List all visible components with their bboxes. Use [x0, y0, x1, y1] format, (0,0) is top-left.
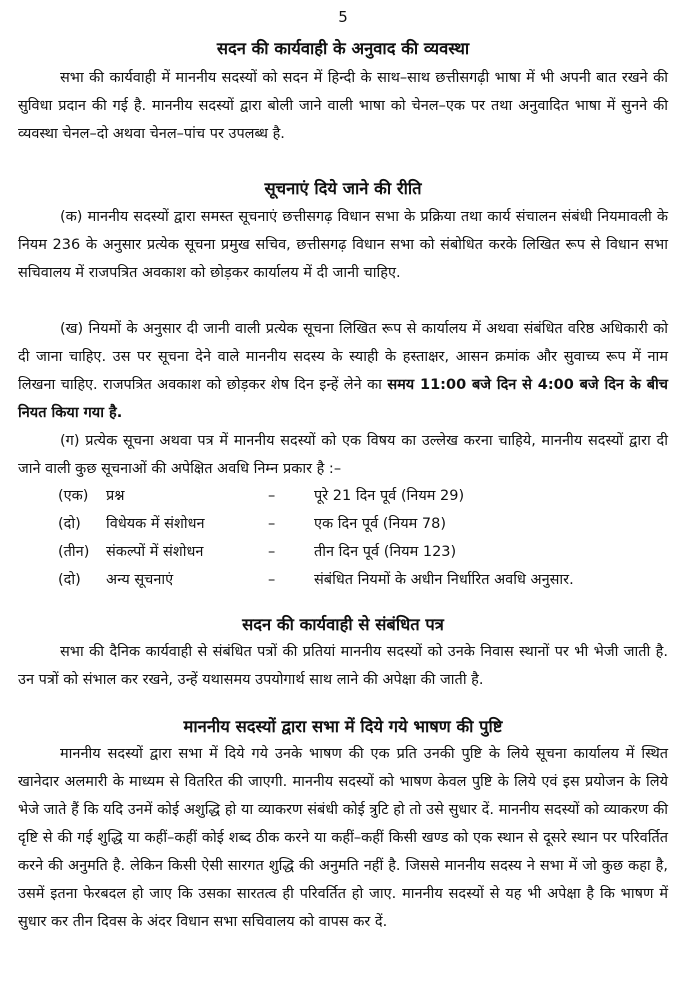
list-item-number: (तीन): [58, 544, 90, 560]
section-body-notices-kha: [18, 315, 668, 427]
list-item-period: एक दिन पूर्व (नियम 78): [314, 516, 447, 532]
section-heading-translation: सदन की कार्यवाही के अनुवाद की व्यवस्था: [216, 39, 470, 58]
list-item-dash: –: [268, 544, 276, 560]
page-number: 5: [338, 8, 348, 26]
list-item-number: (दो): [58, 572, 81, 588]
list-item-number: (एक): [58, 488, 89, 504]
list-item-period: पूरे 21 दिन पूर्व (नियम 29): [314, 488, 465, 504]
paragraph: सभा की दैनिक कार्यवाही से संबंधित पत्रों की प्रतियां माननीय सदस्यों को उनके निवास स्थानों पर भी भेजी जाती है. उन पत्रों को संभाल कर रखने, उन्हें यथासमय उपयोगार्थ साथ लाने की अपेक्षा की जाती है.: [18, 644, 668, 688]
section-body-notices-ga: [18, 427, 668, 483]
paragraph-kha: [18, 315, 668, 427]
list-item-dash: –: [268, 516, 276, 532]
section-body-translation: [18, 64, 668, 148]
paragraph-kha-bold: समय 11:00 बजे दिन से 4:00 बजे दिन के बीच नियत किया गया है.: [18, 377, 668, 421]
paragraph-kha-text: (ख) नियमों के अनुसार दी जानी वाली प्रत्येक सूचना लिखित रूप से कार्यालय में अथवा संबंधित वरिष्ठ अधिकारी को दी जाना चाहिए. उस पर सूचना देने वाले माननीय सदस्य के स्याही के हस्ताक्षर, आसन क्रमांक और सुवाच्य रूप में नाम लिखना चाहिए. राजपत्रित अवकाश को छोड़कर शेष दिन इन्हें लेने का: [18, 321, 668, 393]
list-item-label: प्रश्न: [106, 488, 125, 504]
list-item-label: विधेयक में संशोधन: [106, 516, 205, 532]
list-item: [58, 566, 668, 594]
list-item-number: (दो): [58, 516, 81, 532]
list-item-label: अन्य सूचनाएं: [106, 572, 174, 588]
section-body-papers: [18, 638, 668, 694]
section-body-speech-confirmation: [18, 740, 668, 936]
paragraph: माननीय सदस्यों द्वारा सभा में दिये गये उनके भाषण की एक प्रति उनकी पुष्टि के लिये सूचना कार्यालय में स्थित खानेदार अलमारी के माध्यम से वितरित की जाएगी. माननीय सदस्यों को भाषण केवल पुष्टि के लिये एवं इस प्रयोजन के लिये भेजे जाते हैं कि यदि उनमें कोई अशुद्धि हो या व्याकरण संबंधी कोई त्रुटि हो तो उसे सुधार दें. माननीय सदस्यों को व्याकरण की दृष्टि से की गई शुद्धि या कहीं–कहीं कोई शब्द ठीक करने या कहीं–कहीं किसी खण्ड को एक स्थान से दूसरे स्थान पर परिवर्तित करने की अनुमति है. लेकिन किसी ऐसी सारगत शुद्धि की अनुमति नहीं है. जिससे माननीय सदस्य ने सभा में जो कुछ कहा है, उसमें इतना फेरबदल हो जाए कि उसका सारतत्व ही परिवर्तित हो जाए. माननीय सदस्यों से यह भी अपेक्षा है कि भाषण में सुधार कर तीन दिवस के अंदर विधान सभा सचिवालय को वापस कर दें.: [18, 746, 668, 930]
list-item-dash: –: [268, 572, 276, 588]
list-item: [58, 510, 668, 538]
paragraph: सभा की कार्यवाही में माननीय सदस्यों को सदन में हिन्दी के साथ–साथ छत्तीसगढ़ी भाषा में भी अपनी बात रखने की सुविधा प्रदान की गई है. माननीय सदस्यों द्वारा बोली जाने वाली भाषा को चेनल–एक पर तथा अनुवादित भाषा में सुनने की व्यवस्था चेनल–दो अथवा चेनल–पांच पर उपलब्ध है.: [18, 70, 668, 142]
section-body-notices-ka: [18, 203, 668, 287]
paragraph-ka: (क) माननीय सदस्यों द्वारा समस्त सूचनाएं छत्तीसगढ़ विधान सभा के प्रक्रिया तथा कार्य संचालन संबंधी नियमावली के नियम 236 के अनुसार प्रत्येक सूचना प्रमुख सचिव, छत्तीसगढ़ विधान सभा को संबोधित करके लिखित रूप से विधान सभा सचिवालय में राजपत्रित अवकाश को छोड़कर कार्यालय में दी जानी चाहिए.: [18, 209, 668, 281]
paragraph-ga: (ग) प्रत्येक सूचना अथवा पत्र में माननीय सदस्यों को एक विषय का उल्लेख करना चाहिये, माननीय सदस्यों द्वारा दी जाने वाली कुछ सूचनाओं की अपेक्षित अवधि निम्न प्रकार है :–: [18, 433, 668, 477]
list-item: [58, 482, 668, 510]
list-item: [58, 538, 668, 566]
section-heading-speech-confirmation: माननीय सदस्यों द्वारा सभा में दिये गये भाषण की पुष्टि: [183, 717, 503, 736]
list-item-period: तीन दिन पूर्व (नियम 123): [314, 544, 457, 560]
list-item-period: संबंधित नियमों के अधीन निर्धारित अवधि अनुसार.: [314, 572, 574, 588]
notice-period-list: [58, 482, 668, 594]
list-item-label: संकल्पों में संशोधन: [106, 544, 204, 560]
list-item-dash: –: [268, 488, 276, 504]
section-heading-notices: सूचनाएं दिये जाने की रीति: [264, 179, 422, 198]
section-heading-papers: सदन की कार्यवाही से संबंधित पत्र: [242, 615, 444, 634]
